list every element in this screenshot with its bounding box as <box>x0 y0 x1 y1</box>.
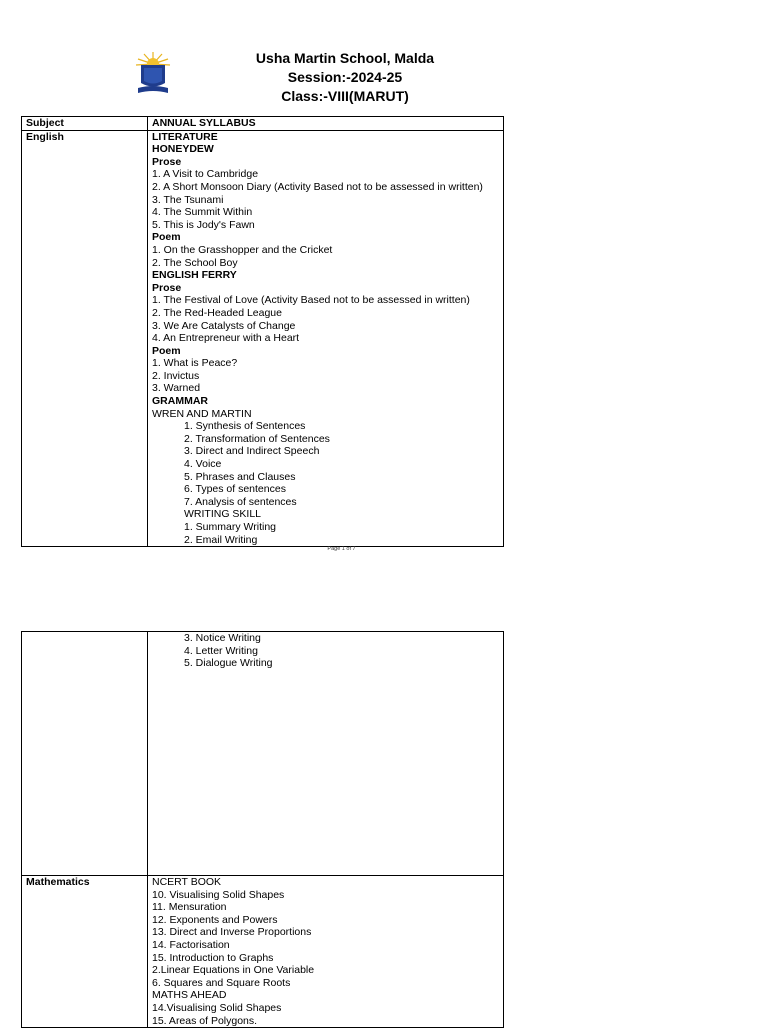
syllabus-line: 10. Visualising Solid Shapes <box>152 888 285 901</box>
syllabus-line: 1. A Visit to Cambridge <box>152 168 259 181</box>
syllabus-line: Prose <box>152 155 182 168</box>
mathematics-syllabus-lines <box>152 876 499 1027</box>
syllabus-line: NCERT BOOK <box>152 876 222 888</box>
syllabus-line: 5. Dialogue Writing <box>184 657 273 670</box>
syllabus-line: Poem <box>152 231 181 244</box>
syllabus-line: MATHS AHEAD <box>152 989 227 1002</box>
syllabus-line: 5. This is Jody's Fawn <box>152 218 255 231</box>
syllabus-line: 2. A Short Monsoon Diary (Activity Based not to be assessed in written) <box>152 180 483 193</box>
syllabus-line: WREN AND MARTIN <box>152 407 252 420</box>
syllabus-line: 7. Analysis of sentences <box>184 495 297 508</box>
table-row <box>22 876 504 1028</box>
syllabus-line: 3. We Are Catalysts of Change <box>152 319 296 332</box>
syllabus-line: 2. Invictus <box>152 369 200 382</box>
syllabus-column-header: ANNUAL SYLLABUS <box>148 117 504 131</box>
syllabus-line: 11. Mensuration <box>152 901 227 914</box>
syllabus-line: 6. Types of sentences <box>184 483 286 496</box>
syllabus-line: 1. Summary Writing <box>184 521 276 533</box>
session-label: Session:-2024-25 <box>287 69 403 85</box>
syllabus-line: 4. An Entrepreneur with a Heart <box>152 332 300 345</box>
syllabus-line: 4. Letter Writing <box>184 644 258 657</box>
syllabus-table <box>21 116 504 547</box>
syllabus-line: 5. Phrases and Clauses <box>184 470 296 483</box>
syllabus-line: 1. Synthesis of Sentences <box>184 420 306 433</box>
table-row <box>22 632 504 876</box>
syllabus-line: 3. The Tsunami <box>152 193 224 206</box>
syllabus-line: 2.Linear Equations in One Variable <box>152 964 315 977</box>
syllabus-line: 14. Factorisation <box>152 938 230 951</box>
syllabus-line: 15. Introduction to Graphs <box>152 951 274 964</box>
syllabus-line: 4. The Summit Within <box>152 206 253 219</box>
english-syllabus-lines <box>152 131 499 547</box>
syllabus-line: 3. Notice Writing <box>184 632 261 644</box>
english-syllabus-cell <box>148 130 504 547</box>
school-crest-icon <box>134 50 172 96</box>
syllabus-line: 1. What is Peace? <box>152 357 238 370</box>
syllabus-line: 2. Transformation of Sentences <box>184 432 330 445</box>
english-syllabus-lines-continued <box>152 632 499 670</box>
syllabus-line: Prose <box>152 281 182 294</box>
syllabus-line: 12. Exponents and Powers <box>152 913 278 926</box>
syllabus-line: 1. On the Grasshopper and the Cricket <box>152 243 333 256</box>
school-name: Usha Martin School, Malda <box>255 50 435 66</box>
syllabus-line: 3. Warned <box>152 382 201 395</box>
syllabus-line: Poem <box>152 344 181 357</box>
syllabus-line: 2. Email Writing <box>184 533 258 546</box>
subject-mathematics: Mathematics <box>22 876 148 1028</box>
syllabus-line: GRAMMAR <box>152 395 208 408</box>
syllabus-line: 2. The Red-Headed League <box>152 306 282 319</box>
syllabus-table-continued <box>21 631 504 1028</box>
syllabus-line: 2. The School Boy <box>152 256 238 269</box>
syllabus-line: HONEYDEW <box>152 143 214 156</box>
class-label: Class:-VIII(MARUT) <box>281 88 409 104</box>
document-header <box>210 49 480 106</box>
syllabus-line: 6. Squares and Square Roots <box>152 976 291 989</box>
syllabus-line: WRITING SKILL <box>184 508 262 521</box>
syllabus-line: 4. Voice <box>184 458 222 471</box>
subject-english: English <box>22 130 148 547</box>
syllabus-line: 1. The Festival of Love (Activity Based not to be assessed in written) <box>152 294 470 307</box>
syllabus-line: 14.Visualising Solid Shapes <box>152 1001 282 1014</box>
syllabus-line: ENGLISH FERRY <box>152 269 237 282</box>
table-header-row <box>22 117 504 131</box>
syllabus-line: 3. Direct and Indirect Speech <box>184 445 320 458</box>
subject-cell-empty <box>22 632 148 876</box>
subject-column-header: Subject <box>22 117 148 131</box>
table-row <box>22 130 504 547</box>
syllabus-line: 15. Areas of Polygons. <box>152 1014 258 1027</box>
mathematics-syllabus-cell <box>148 876 504 1028</box>
page-number: Page 1 of 7 <box>327 546 356 552</box>
english-syllabus-cell-continued <box>148 632 504 876</box>
syllabus-line: 13. Direct and Inverse Proportions <box>152 926 312 939</box>
syllabus-line: LITERATURE <box>152 130 218 143</box>
